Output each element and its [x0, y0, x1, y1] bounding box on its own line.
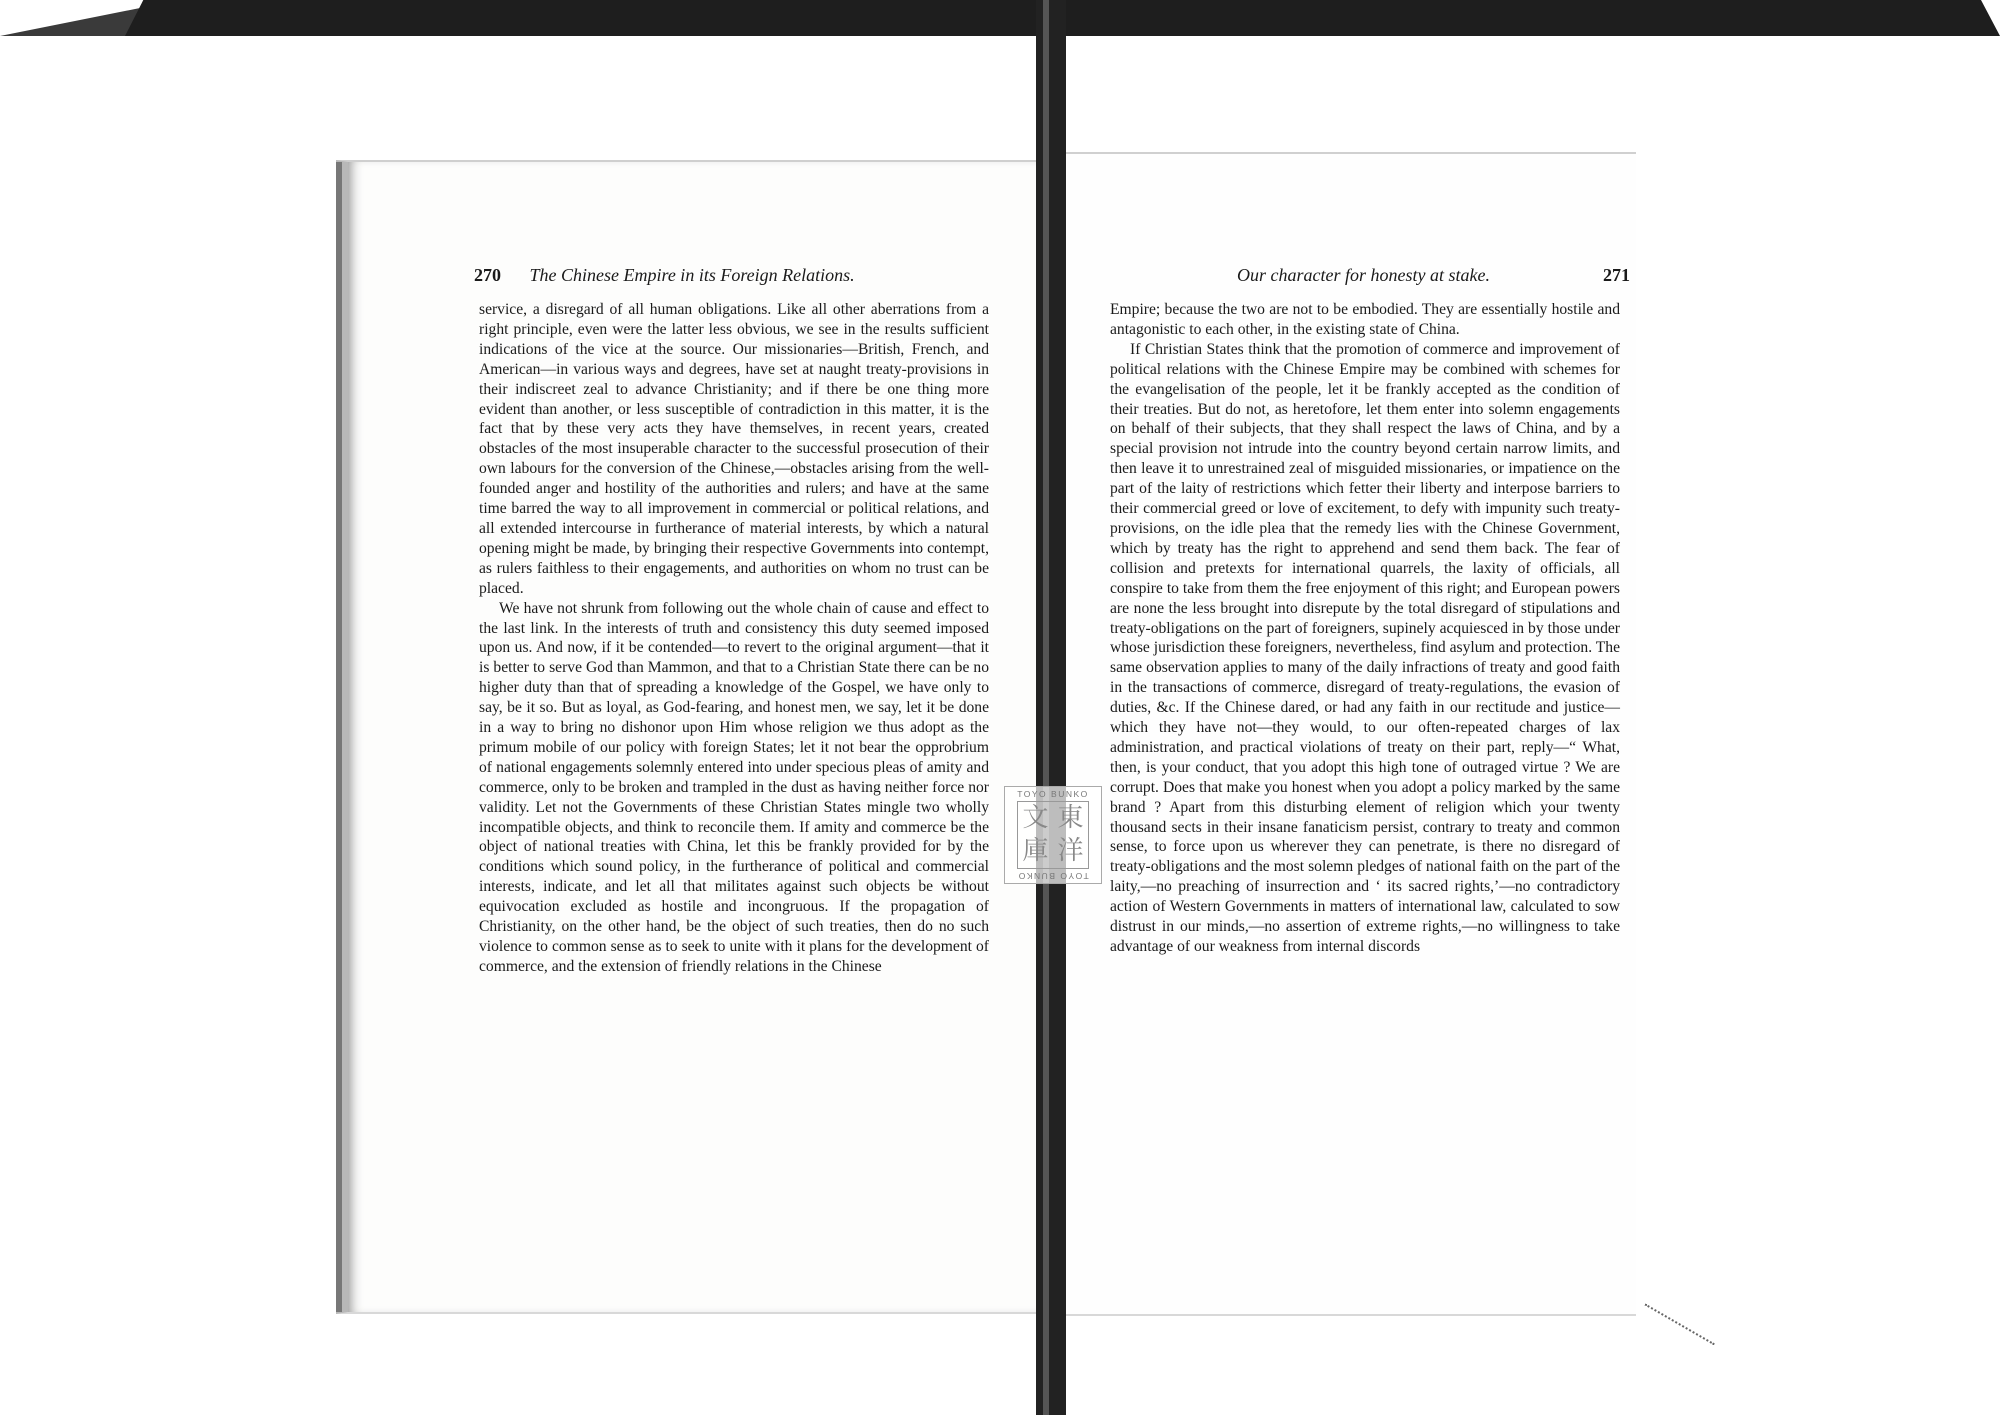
stamp-glyph: 庫 — [1022, 836, 1049, 866]
right-paragraph-1: Empire; because the two are not to be embodied. They are essentially hostile and antagonistic to each other, in the existing state of China. — [1110, 301, 1620, 338]
left-paragraph-2: We have not shrunk from following out the whole chain of cause and effect to the last link. In the interests of truth and consistency this duty seemed imposed upon us. And now, if it be contended—to revert to the original argument—that it is better to serve God than Mammon, and that to a Christian State there can be no higher duty than that of spreading a knowledge of the Gospel, we have only to say, be it so. But as loyal, as God-fearing, and honest men, we say, let it be done in a way to bring no dishonor upon Him whose religion we thus adopt as the primum mobile of our policy with foreign States; let it not bear the opprobrium of national engagements solemnly entered into under specious pleas of amity and commerce, only to be broken and trampled in the dust as having neither force nor validity. Let not the Governments of these Christian States mingle two wholly incompatible objects, and think to reconcile them. If amity and commerce be the object of national treaties with China, let this be frankly provided for by the conditions which sound policy, in the furtherance of political and commercial interests, indicate, and let all that militates against such objects be without equivocation excluded as hostile and incongruous. If the propagation of Christianity, on the other hand, be the object of such treaties, then do no such violence to common sense as to seek to unite with it plans for the development of commerce, and the extension of friendly relations in the Chinese — [479, 599, 989, 975]
stamp-seal — [1017, 801, 1089, 869]
left-page-header — [474, 263, 855, 287]
stamp-bottom-text: TOYO BUNKO — [1017, 871, 1089, 881]
right-page-text — [1110, 300, 1620, 957]
left-page-number: 270 — [474, 265, 501, 285]
right-running-title: Our character for honesty at stake. — [1237, 265, 1490, 285]
stamp-top-text: TOYO BUNKO — [1017, 789, 1089, 799]
scan-background-band-left — [125, 0, 1040, 36]
left-page-edge — [336, 162, 342, 1312]
scan-background-band-right — [1050, 0, 2000, 36]
left-paragraph-1: service, a disregard of all human obligations. Like all other aberrations from a right principle, even were the latter less obvious, we see in the results sufficient indications of the vice at the source. Our missionaries—British, French, and American—in various ways and degrees, have set at naught treaty-provisions in their indiscreet zeal to advance Christianity; and if there be one thing more evident than another, or less susceptible of contradiction in this matter, it is the fact that by these very acts they have themselves, in recent years, created obstacles of the most insuperable character to the successful prosecution of their own labours for the conversion of the Chinese,—obstacles arising from the well-founded anger and hostility of the authorities and rulers; and have at the same time barred the way to all improvement in commercial or political relations, and all extended intercourse in furtherance of material interests, by which a natural opening might be made, by bringing their respective Governments into contempt, as rulers faithless to their engagements, and authorities on whom no trust can be placed. — [479, 301, 989, 597]
book-spine-fold — [1043, 0, 1049, 1415]
stamp-glyph: 東 — [1057, 803, 1084, 833]
left-running-title: The Chinese Empire in its Foreign Relations. — [529, 265, 855, 285]
left-page-text — [479, 300, 989, 977]
page-corner-mark — [1635, 1303, 1715, 1362]
right-page-header — [1237, 263, 1630, 287]
library-stamp — [1004, 786, 1102, 884]
right-paragraph-2: If Christian States think that the promotion of commerce and improvement of political relations with the Chinese Empire may be combined with schemes for the evangelisation of the people, let it be frankly accepted as the condition of their treaties. But do not, as heretofore, let them enter into solemn engagements on behalf of their subjects, that they shall respect the laws of China, and by a special provision not intrude into the country beyond certain narrow limits, and then leave it to unrestrained zeal of misguided missionaries, or impatience on the part of the laity of restrictions which fetter their liberty and interpose barriers to their commercial greed or love of excitement, to defy with impunity such treaty-provisions, on the idle plea that the remedy lies with the Chinese Government, which by treaty has the right to apprehend and send them back. The fear of collision and pretexts for international quarrels, the laxity of officials, all conspire to take from them the free enjoyment of this right; and European powers are none the less brought into disrepute by the total disregard of stipulations and treaty-obligations on the part of foreigners, supinely acquiesced in by those under whose jurisdiction these foreigners, nevertheless, find asylum and protection. The same observation applies to many of the daily infractions of treaty and good faith in the transactions of commerce, disregard of treaty-regulations, the evasion of duties, &c. If the Chinese dared, or had any faith in our rectitude and justice—which they have not—they would, to our often-repeated charges of lax administration, and practical violations of treaty on their part, reply—“ What, then, is your conduct, that you adopt this high tone of outraged virtue ? We are corrupt. Does that make you honest when you adopt a policy marked by the same brand ? Apart from this disturbing element of religion which your twenty thousand sects in their insane fanaticism persist, contrary to treaty and common sense, to force upon us wherever they can penetrate, is there no disregard of treaty-obligations and the most solemn pledges of national faith on the part of the laity,—no preaching of insurrection and ‘ its sacred rights,’—no contradictory action of Western Governments in matters of international law, calculated to sow distrust in our minds,—no assertion of extreme rights,—no willingness to take advantage of our weakness from internal discords — [1110, 340, 1620, 955]
right-page-number: 271 — [1603, 265, 1630, 285]
stamp-glyph: 文 — [1022, 803, 1049, 833]
stamp-glyph: 洋 — [1057, 836, 1084, 866]
book-spine — [1036, 0, 1066, 1415]
